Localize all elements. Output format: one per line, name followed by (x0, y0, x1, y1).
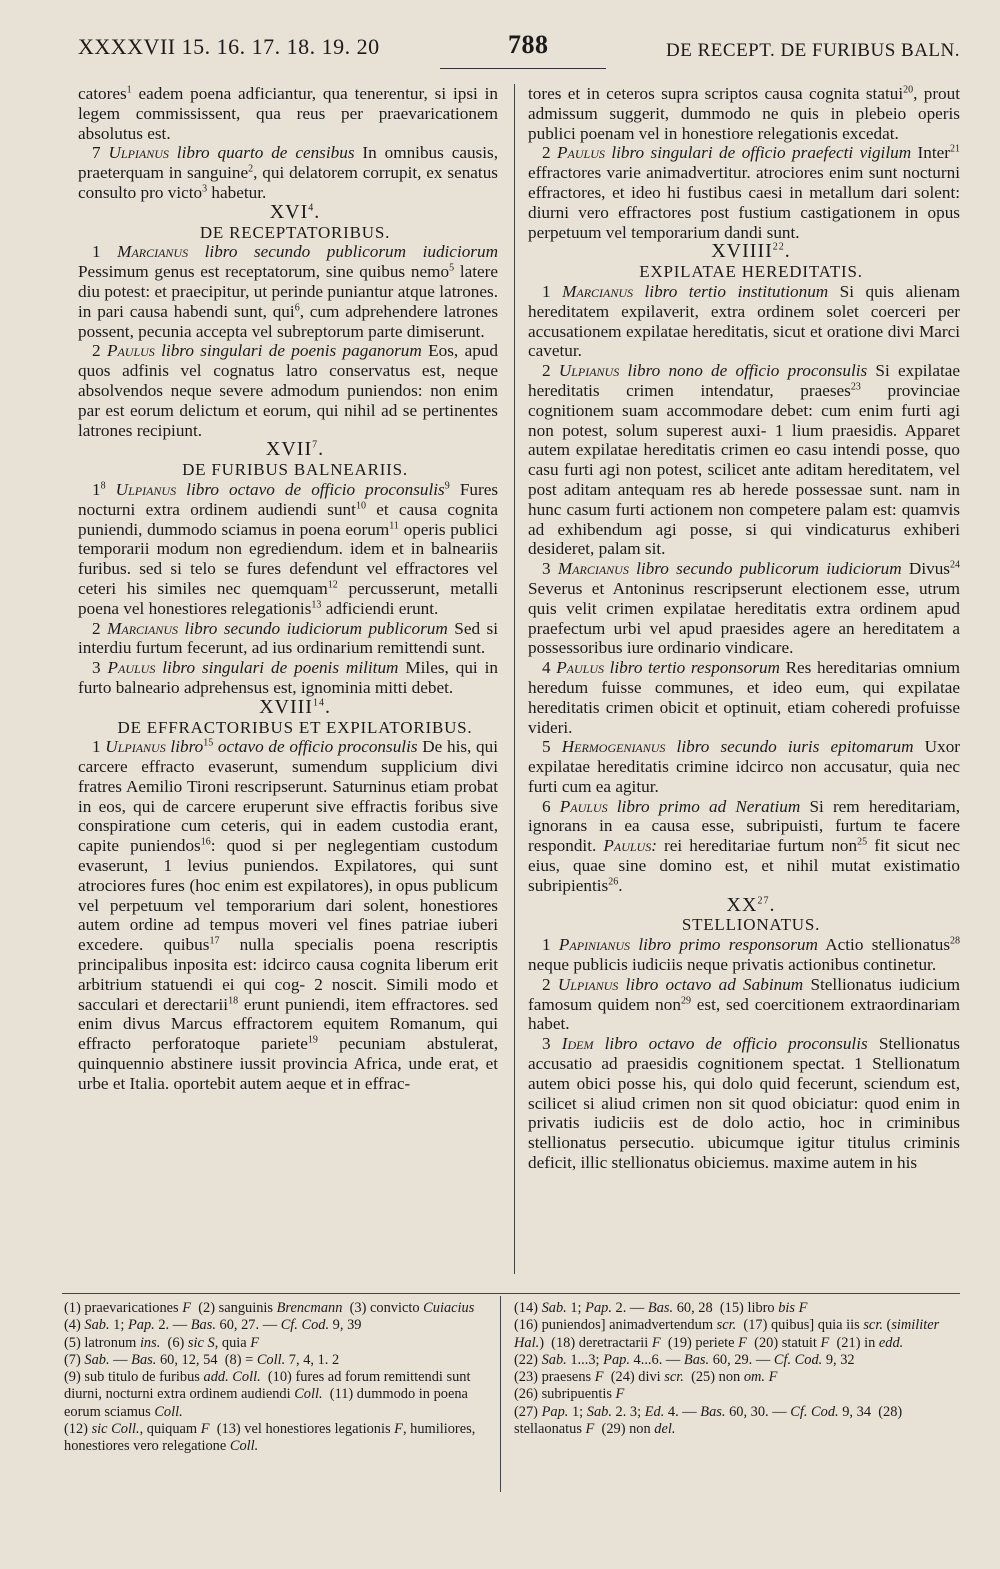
paragraph: 2 Ulpianus libro octavo ad Sabinum Stellionatus iudicium famosum quidem non$^{29}$ est, sed coercitionem extraordinariam habet. (528, 974, 960, 1034)
paragraph: 1 Ulpianus libro$^{15}$ octavo de officio proconsulis De his, qui carcere effracto evaserunt, sumendum supplicium divi fratres Aemilio Tironi rescripserunt. Saturninus etiam probat in eos, qui de carcere eruperunt sive effractis foribus sive conspiratione cum ceteris, qui in eadem custodia erant, capite puniendos$^{16}$: quod si per neglegentiam custodum evaserunt, 1 levius puniendos. Expilatores, qui sunt atrociores fures (hoc enim est expilatores), in opus publicum vel perpetuum vel temporarium dari solent, honestiores autem ordine ad tempus moveri vel fines patriae iuberi excedere. quibus$^{17}$ nulla specialis poena rescriptis principalibus inposita est: idcirco causa cognita liberum erit arbitrium statuendi ei qui cog- 2 noscit. Simili modo et sacculari et derectarii$^{18}$ erunt puniendi, item effractores. sed enim divus Marcus effractorem equitem Romanum, qui effracto perforatoque pariete$^{19}$ pecuniam abstulerat, quinquennio abstinere iussit provincia Africa, unde erat, et urbe et Italia. oportebit autem aeque et in effrac- (78, 737, 499, 1093)
section-title: STELLIONATUS. (681, 915, 821, 935)
paragraph: 1 Papinianus libro primo responsorum Actio stellionatus$^{28}$ neque publicis iudiciis neque privatis actionibus continetur. (528, 935, 961, 975)
footnote: (9) sub titulo de furibus add. Coll. (10) fures ad forum remittendi sunt diurni, nocturni extra ordinem audiendi Coll. (11) dummodo in poena eorum sciamus Coll. (64, 1369, 471, 1420)
paragraph-continued: tores et in ceteros supra scriptos causa cognita statui$^{20}$, prout admissum suggerit, dummodo ne quis in plebeio operis publici poenam vel in honestiore relegationis excedat. (528, 84, 961, 143)
footnote-rule (62, 1293, 960, 1294)
running-header (78, 30, 960, 64)
section-number: XVII$^7$. (265, 438, 325, 461)
footnotes-right (514, 1300, 960, 1438)
footnote: (23) praesens F (24) divi scr. (25) non om. F (514, 1369, 778, 1386)
section-title: DE FURIBUS BALNEARIIS. (182, 460, 408, 480)
footnotes-left (64, 1300, 488, 1456)
paragraph-continued: catores$^1$ eadem poena adficiantur, qua tenerentur, si ipsi in legem commississent, qua reus per praevaricationem absolutus est. (78, 84, 498, 143)
paragraph: 2 Ulpianus libro nono de officio proconsulis Si expilatae hereditatis crimen intendatur, praeses$^{23}$ provinciae cognitionem suam accommodare debet: cum enim furti agi non potest, solum superest auxi- 1 lium praesidis. Apparet autem expilatae hereditatis crimen eo casu intendi posse, quo casu furti agi non potest, scilicet ante aditam hereditatem, vel post aditam antequam res ab herede possessae sunt. nam in hunc casum furti actionem non competere palam est: quamvis ad exhibendum agi posse, si qui vindicaturus exhiberi desideret, palam sit. (528, 361, 960, 559)
left-column (78, 84, 498, 1094)
paragraph: 3 Idem libro octavo de officio proconsulis Stellionatus accusatio ad praesidis cognitionem spectat. 1 Stellionatum autem obici posse his, qui dolo quid fecerunt, sciendum est, scilicet si aliud crimen non sit quod obiciatur: quod enim in privatis iudiciis est de dolo actio, hoc in criminibus stellionatus persecutio. ubicumque igitur titulus criminis deficit, illic stellionatus obiciemus. maxime autem in his (528, 1034, 960, 1173)
page-number: 788 (508, 30, 549, 59)
paragraph: 2 Paulus libro singulari de poenis paganorum Eos, apud quos adfinis vel cognatus latro conservatus est, neque absolvendos neque severe admodum puniendos: non enim par est eorum delictum et eorum, qui nihil ad se pertinentes latrones recipiunt. (78, 341, 498, 440)
footnote: (27) Pap. 1; Sab. 2. 3; Ed. 4. — Bas. 60, 30. — Cf. Cod. 9, 34 (28) stellaonatus F (29) non del. (514, 1403, 903, 1438)
paragraph: 2 Paulus libro singulari de officio praefecti vigilum Inter$^{21}$ effractores varie animadvertitur. atrociores enim sunt nocturni effractores, et ideo hi fustibus caesi in metallum dari solent: diurni vero effractores post fustium castigationem in opus perpetuum vel temporarium dandi sunt. (528, 143, 961, 242)
footnote: (1) praevaricationes F (2) sanguinis Brencmann (3) convicto Cuiacius (64, 1300, 475, 1316)
footnote: (22) Sab. 1...3; Pap. 4...6. — Bas. 60, 29. — Cf. Cod. 9, 32 (514, 1351, 855, 1368)
paragraph: 7 Ulpianus libro quarto de censibus In omnibus causis, praeterquam in sanguine$^2$, qui delatorem corrupit, ex senatus consulto pro victo$^3$ habetur. (78, 143, 499, 202)
footnote: (7) Sab. — Bas. 60, 12, 54 (8) = Coll. 7, 4, 1. 2 (64, 1351, 340, 1368)
paragraph: 1 Marcianus libro tertio institutionum Si quis alienam hereditatem expilaverit, extra ordinem solet coerceri per accusationem expilatae hereditatis, sicut et oratione divi Marci cavetur. (528, 281, 960, 361)
paragraph: 2 Marcianus libro secundo iudiciorum publicorum Sed si interdiu furtum fecerunt, ad ius ordinarium remittendi sunt. (78, 618, 499, 658)
header-rule (440, 68, 606, 69)
section-number: XVI$^4$. (269, 200, 321, 223)
footnote: (4) Sab. 1; Pap. 2. — Bas. 60, 27. — Cf. Cod. 9, 39 (64, 1317, 362, 1334)
footnote: (14) Sab. 1; Pap. 2. — Bas. 60, 28 (15) libro bis F (514, 1300, 808, 1316)
footnote: (26) subripuentis F (514, 1386, 625, 1403)
paragraph: 4 Paulus libro tertio responsorum Res hereditarias omnium heredum fuisse communes, et ideo eum, qui expilatae hereditatis crimen obicit et optinuit, etiam coheredi profuisse videri. (528, 658, 960, 737)
paragraph: $1^8$ Ulpianus libro octavo de officio proconsulis$^9$ Fures nocturni extra ordinem audiendi sunt$^{10}$ et causa cognita puniendi, dummodo sciamus in poena eorum$^{11}$ operis publici temporarii modum non egrediendum. idem et in balneariis furibus. sed si telo se fures defendunt vel effractores vel ceteri his similes nec quemquam$^{12}$ percusserunt, metalli poena vel honestiores relegationis$^{13}$ adficiendi erunt. (78, 479, 499, 618)
section-title: DE RECEPTATORIBUS. (199, 222, 391, 242)
section-title: EXPILATAE HEREDITATIS. (639, 262, 863, 282)
footnote-divider (500, 1296, 501, 1492)
header-right: DE RECEPT. DE FURIBUS BALN. (666, 40, 960, 61)
paragraph: 3 Marcianus libro secundo publicorum iudiciorum Divus$^{24}$ Severus et Antoninus rescripserunt electionem esse, utrum quis velit crimen expilatae hereditatis extra ordinem apud praefectum urbi vel apud praesides agere an hereditatem a possessoribus iure ordinario vindicare. (528, 559, 960, 658)
header-left: XXXXVII 15. 16. 17. 18. 19. 20 (78, 34, 380, 59)
section-number: XX$^{27}$. (726, 893, 776, 916)
right-column (528, 84, 960, 1173)
paragraph: 1 Marcianus libro secundo publicorum iudiciorum Pessimum genus est receptatorum, sine quibus nemo$^5$ latere diu potest: et praecipitur, ut perinde puniantur atque latrones. in pari causa habendi sunt, qui$^6$, cum adprehendere latrones possent, pecunia accepta vel subreptorum parte dimiserunt. (78, 242, 499, 341)
column-divider (514, 84, 515, 1274)
footnote: (12) sic Coll., quiquam F (13) vel honestiores legationis F, humiliores, honestiores vero relegatione Coll. (64, 1421, 476, 1455)
footnote: (5) latronum ins. (6) sic S, quia F (64, 1334, 260, 1351)
section-title: DE EFFRACTORIBUS ET EXPILATORIBUS. (117, 717, 473, 737)
section-number: XVIII$^{14}$. (259, 695, 331, 718)
footnote: (16) puniendos] animadvertendum scr. (17) quibus] quia iis scr. (similiter Hal.) (18) deretractarii F (19) periete F (20) statuit F (21) in edd. (514, 1317, 940, 1351)
section-number: XVIIII$^{22}$. (711, 240, 791, 263)
paragraph: 5 Hermogenianus libro secundo iuris epitomarum Uxor expilatae hereditatis crimine idcirco non accusatur, quia nec furti cum ea agitur. (528, 737, 961, 796)
paragraph: 6 Paulus libro primo ad Neratium Si rem hereditariam, ignorans in ea causa esse, subripuisti, furtum te facere respondit. Paulus: rei hereditariae furtum non$^{25}$ fit sicut nec eius, quae sine domino est, et nihil mutat existimatio subripientis$^{26}$. (528, 796, 961, 895)
paragraph: 3 Paulus libro singulari de poenis militum Miles, qui in furto balneario adprehensus est, ignominia mitti debet. (78, 658, 498, 697)
